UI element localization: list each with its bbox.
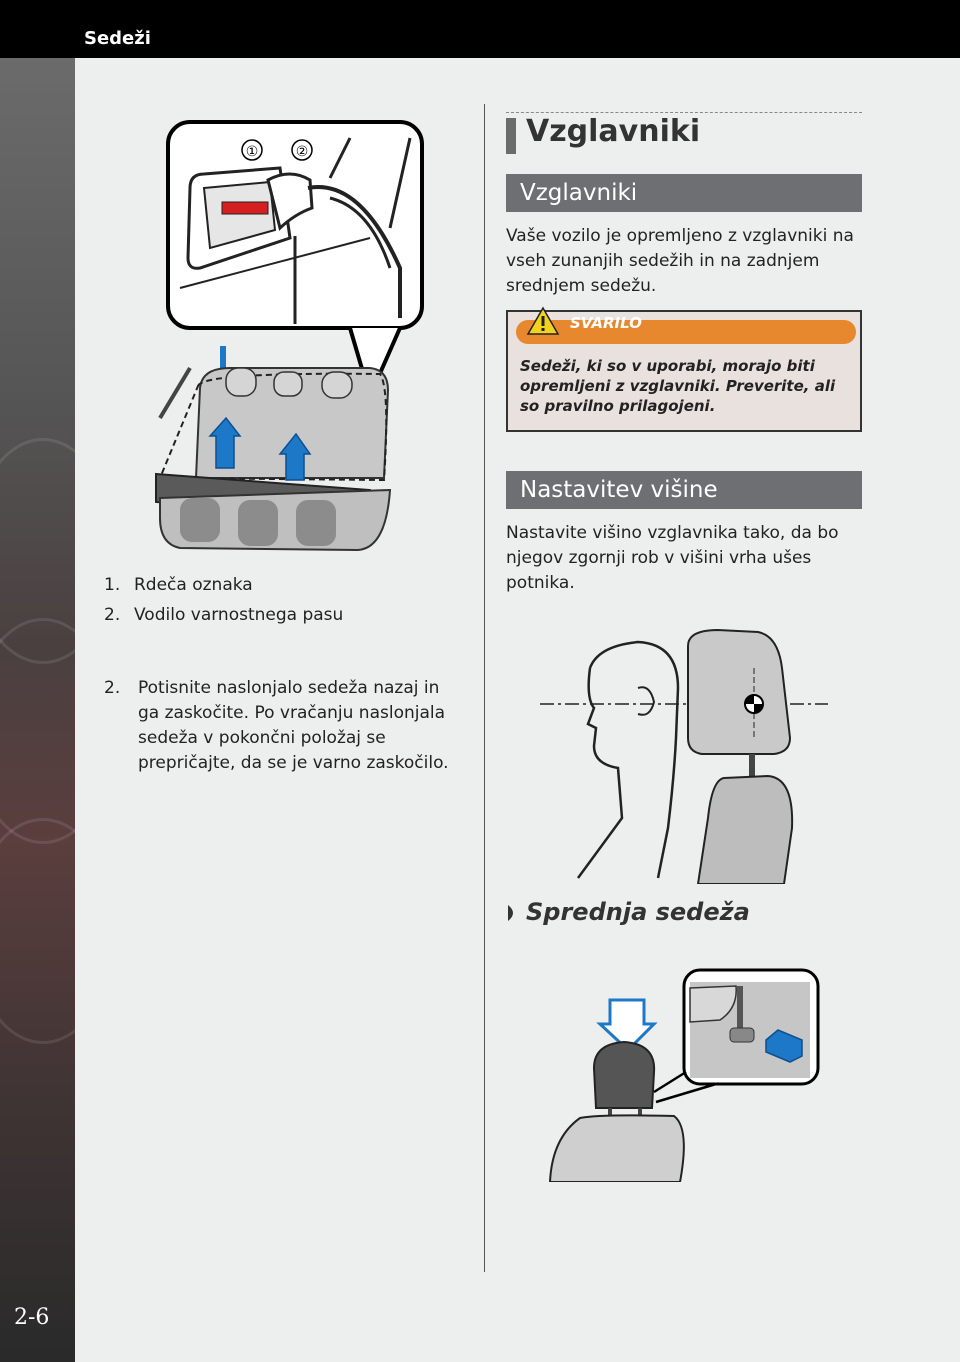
column-divider (484, 104, 485, 1272)
subheading-text: Sprednja sedeža (526, 898, 750, 926)
bullet-triangle-icon (506, 903, 520, 923)
subsection-heading-headrests: Vzglavniki (506, 174, 862, 212)
warning-box (506, 310, 862, 432)
front-headrest-illustration (540, 968, 820, 1182)
head-height-illustration (538, 628, 830, 884)
subheading-front-seats (506, 898, 862, 926)
page-header-title: Sedeži (84, 28, 151, 49)
section-heading (506, 112, 862, 154)
rear-seat-illustration (140, 118, 440, 558)
decorative-seat-strip (0, 58, 75, 1362)
section-title: Vzglavniki (526, 114, 701, 149)
marker-2: ② (295, 144, 309, 160)
header-bar (0, 0, 960, 58)
headrests-text: Vaše vozilo je opremljeno z vzglavniki na vseh zunanjih sedežih in na zadnjem srednjem sedežu. (506, 226, 854, 296)
marker-1: ① (245, 144, 259, 160)
page-number: 2-6 (14, 1305, 50, 1330)
legend-item: 1. Rdeča oznaka (104, 575, 253, 595)
warning-label-bar (516, 320, 856, 344)
step-number: 2. (104, 678, 121, 698)
subsection-heading-height: Nastavitev višine (506, 471, 862, 509)
step-text: Potisnite naslonjalo sedeža nazaj in ga zaskočite. Po vračanju naslonjala sedeža v pokončni položaj se prepričajte, da se je varno zaskočilo. (138, 678, 449, 773)
warning-text: Sedeži, ki so v uporabi, morajo biti opremljeni z vzglavniki. Preverite, ali so pravilno prilagojeni. (520, 357, 836, 415)
figure-legend (104, 572, 343, 628)
instruction-step (104, 676, 464, 776)
warning-label: SVARILO (570, 314, 642, 332)
warning-icon (526, 306, 560, 336)
legend-item: 2. Vodilo varnostnega pasu (104, 605, 344, 625)
height-text: Nastavite višino vzglavnika tako, da bo njegov zgornji rob v višini vrha ušes potnika. (506, 523, 839, 593)
